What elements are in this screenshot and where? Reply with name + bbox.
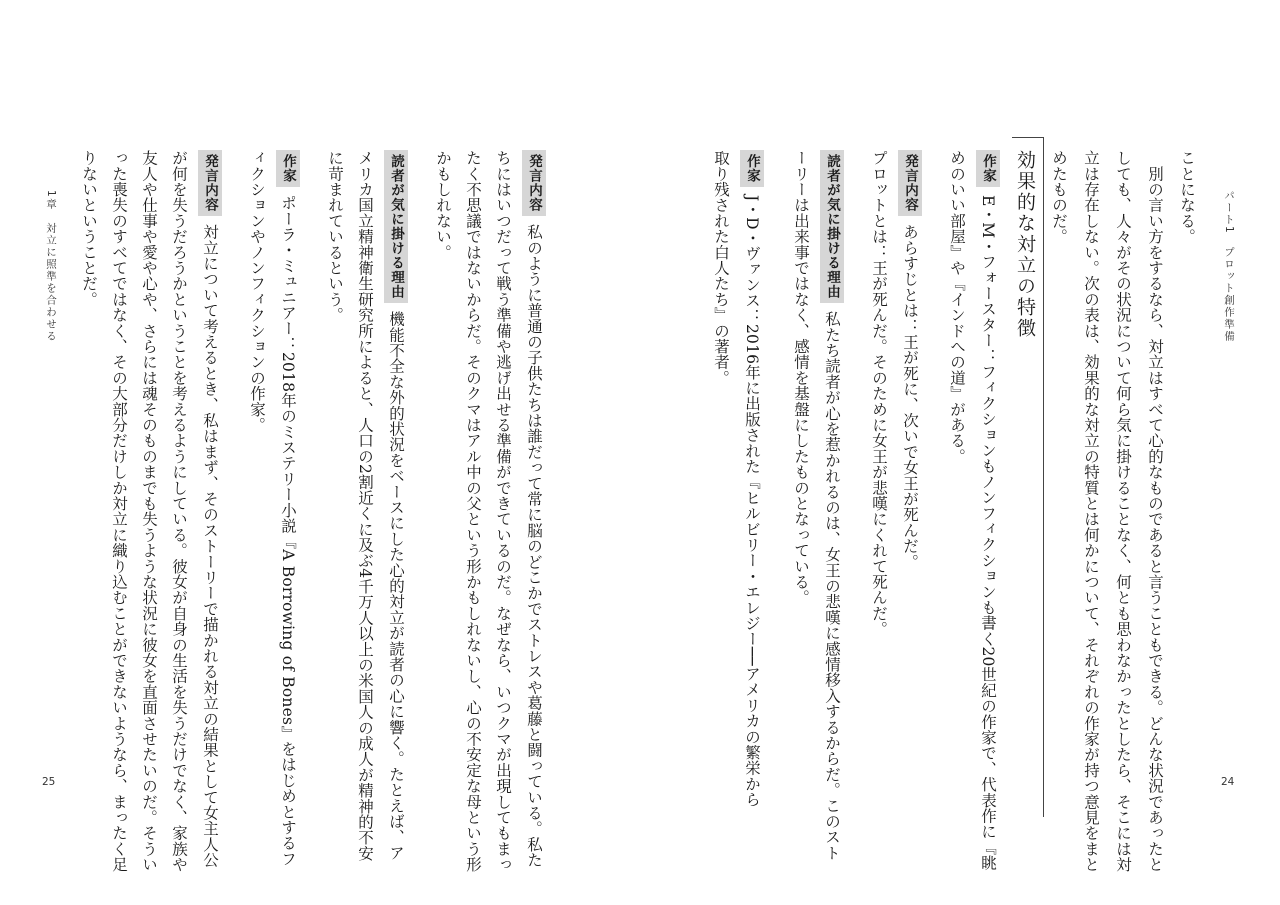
running-head-left: 1章 対立に照準を合わせる (45, 190, 57, 343)
tag-author: 作家 (976, 150, 1000, 187)
tag-quote: 発言内容 (522, 150, 546, 216)
entry-forster (976, 150, 1000, 871)
intro-line-2: 別の言い方をするなら、対立はすべて心的なものであると言うこともできる。どんな状況であったと (1146, 150, 1164, 873)
entry-quote-vance (522, 150, 546, 868)
entry-line: かもしれない。 (434, 150, 452, 260)
intro-line-5: めたものだ。 (1050, 150, 1068, 245)
section-heading: 効果的な対立の特徴 (1014, 150, 1036, 339)
entry-line: ーリーは出来事ではなく、感情を基盤にしたものとなっている。 (792, 150, 810, 606)
tag-author: 作家 (740, 150, 764, 187)
entry-vance (740, 150, 764, 807)
section-rule-top (1012, 137, 1044, 138)
entry-line: が何を失うだろうかということを考えるようにしている。彼女が自身の生活を失うだけでなく、家族や (170, 150, 188, 873)
tag-reason: 読者が気に掛ける理由 (820, 150, 844, 303)
entry-line: あらすじとは：王が死に、次いで女王が死んだ。 (901, 224, 919, 570)
page-number-left: 25 (42, 776, 56, 788)
entry-reason-vance (384, 150, 408, 861)
entry-munier (276, 150, 300, 866)
entry-line: りないということだ。 (80, 150, 98, 307)
entry-line: メリカ国立精神衛生研究所によると、人口の2割近くに及ぶ4千万人以上の米国人の成人が精神的不安 (356, 150, 374, 861)
entry-line: 私たち読者が心を惹かれるのは、女王の悲嘆に感情移入するからだ。このスト (823, 311, 841, 861)
entry-line: めのいい部屋』や『インドへの道』がある。 (948, 150, 966, 464)
intro-line-3: しても、人々がその状況について何ら気に掛けることなく、何とも思わなかったとしたら、そこには対 (1114, 150, 1132, 873)
tag-quote: 発言内容 (198, 150, 222, 216)
entry-quote-forster (898, 150, 922, 569)
tag-quote: 発言内容 (898, 150, 922, 216)
tag-reason: 読者が気に掛ける理由 (384, 150, 408, 303)
entry-line: E・M・フォースター：フィクションもノンフィクションも書く20世紀の作家で、代表作に『眺 (979, 195, 997, 871)
entry-quote-munier (198, 150, 222, 868)
intro-line-1: ことになる。 (1178, 150, 1196, 245)
page-number-right: 24 (1221, 776, 1235, 788)
entry-line: たく不思議ではないからだ。そのクマはアル中の父という形かもしれないし、心の不安定な母という形 (464, 150, 482, 873)
entry-line: プロットとは：王が死んだ。そのために女王が悲嘆にくれて死んだ。 (870, 150, 888, 637)
entry-line: ポーラ・ミュニアー：2018年のミステリー小説『A Borrowing of Bones』をはじめとするフ (279, 195, 297, 867)
intro-line-4: 立は存在しない。次の表は、効果的な対立の特質とは何かについて、それぞれの作家が持つ意見をまと (1082, 150, 1100, 873)
entry-line: 取り残された白人たち』の著者。 (712, 150, 730, 386)
entry-reason-forster (820, 150, 844, 861)
entry-line: ちにはいつだって戦う準備や逃げ出せる準備ができているのだ。なぜなら、いつクマが出現してもまっ (494, 150, 512, 873)
tag-author: 作家 (276, 150, 300, 187)
section-rule (1043, 137, 1044, 817)
entry-line: J・D・ヴァンス：2016年に出版された『ヒルビリー・エレジー──アメリカの繁栄から (743, 195, 761, 808)
entry-line: った喪失のすべてではなく、その大部分だけしか対立に織り込むことができないようなら、まったく足 (110, 150, 128, 873)
entry-line: 対立について考えるとき、私はまず、そのストーリーで描かれる対立の結果として女主人公 (201, 224, 219, 868)
running-head-right: パート1 プロット創作準備 (1223, 190, 1235, 343)
entry-line: ィクションやノンフィクションの作家。 (248, 150, 266, 433)
entry-line: 私のように普通の子供たちは誰だって常に脳のどこかでストレスや葛藤と闘っている。私た (525, 224, 543, 868)
entry-line: 友人や仕事や愛や心や、さらには魂そのものまでも失うような状況に彼女を直面させたいのだ。そうい (140, 150, 158, 873)
entry-line: 機能不全な外的状況をベースにした心的対立が読者の心に響く。たとえば、ア (387, 311, 405, 861)
entry-line: に苛まれているという。 (326, 150, 344, 323)
